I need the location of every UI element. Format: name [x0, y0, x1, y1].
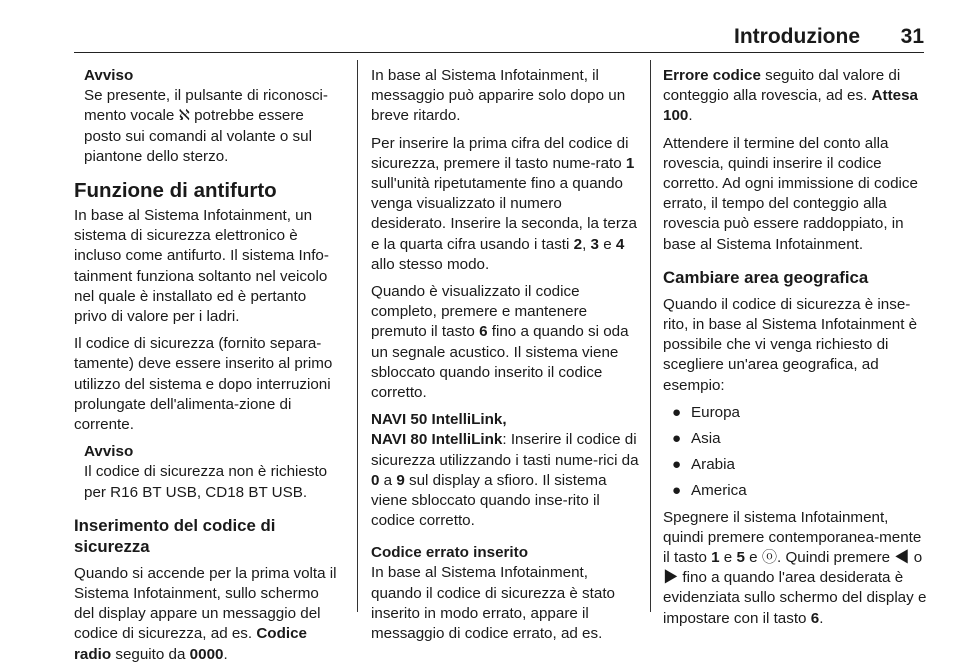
text-part: fino a quando l'area desiderata è evidenziata sullo schermo del display e impostare con il tasto: [663, 569, 927, 627]
page-header: [74, 26, 924, 53]
model-label: NAVI 50 IntelliLink,: [371, 411, 507, 429]
note-text-part: potrebbe essere posto sui comandi al volante o sul piantone dello sterzo.: [84, 107, 312, 165]
text-part: fino a quando si oda un segnale acustico. Il sistema viene sbloccato quando inserito il codice corretto.: [371, 323, 629, 402]
text-part: .: [223, 645, 228, 663]
text-part: sul display a sfioro. Il sistema viene sbloccato quando inse-rito il codice corretto.: [371, 471, 607, 530]
text-part: . Quindi premere: [777, 549, 895, 567]
paragraph: Il codice di sicurezza (fornito separa-tamente) deve essere inserito al primo utilizzo del sistema e dopo interruzioni prolungate dell'alimenta-zione di corrente.: [74, 335, 333, 434]
bullet-icon: ●: [672, 456, 682, 474]
text-part: a: [379, 471, 397, 489]
text-part: : Inserire il codice di sicurezza utilizzando i tasti nume-rici da: [371, 431, 639, 469]
text-part: sull'unità ripetutamente fino a quando venga visualizzato il numero desiderato. Inserire la seconda, la terza e la quarta cifra usando i tasti: [371, 175, 637, 253]
text-part: e: [598, 235, 616, 253]
key-label: 3: [590, 235, 599, 253]
region-label: Europa: [691, 403, 740, 421]
list-item: [663, 403, 928, 423]
bullet-icon: ●: [672, 482, 682, 500]
voice-recognition-icon: ℵ: [178, 107, 190, 125]
arrow-right-icon: ▶: [663, 569, 679, 587]
paragraph: In base al Sistema Infotainment, il messaggio può apparire solo dopo un breve ritardo.: [371, 67, 626, 125]
model-label: NAVI 80 IntelliLink: [371, 431, 503, 449]
text-part: Spegnere il sistema Infotainment, quindi premere contemporanea-mente il tasto: [663, 508, 922, 567]
arrow-left-icon: ◀: [894, 549, 910, 567]
paragraph: In base al Sistema Infotainment, quando il codice di sicurezza è stato inserito in modo errato, appare il messaggio di codice errato, ad es.: [371, 564, 615, 643]
subsection-title-codice-errato: Codice errato inserito: [371, 544, 528, 562]
region-label: America: [691, 482, 747, 500]
note-code-not-required: [84, 442, 342, 503]
note-text: Il codice di sicurezza non è richiesto per R16 BT USB, CD18 BT USB.: [84, 463, 328, 501]
section-title-antifurto: Funzione di antifurto: [74, 179, 277, 203]
note-title: Avviso: [84, 67, 134, 84]
key-label: 1: [711, 549, 720, 567]
text-part: allo stesso modo.: [371, 255, 490, 273]
paragraph: [371, 282, 639, 403]
text-part: e: [744, 549, 762, 567]
paragraph: Quando il codice di sicurezza è inse-rito, in base al Sistema Infotainment è possibile che vi venga richiesto di scegliere un'area geografica, ad esempio:: [663, 295, 918, 394]
text-part: e: [719, 549, 737, 567]
column-divider-1: [357, 60, 358, 612]
note-voice-button: [84, 66, 342, 167]
note-title: Avviso: [84, 443, 134, 461]
region-label: Arabia: [691, 456, 735, 474]
key-label: 9: [396, 471, 405, 489]
paragraph: [371, 410, 639, 531]
list-item: [663, 429, 928, 449]
display-message: Errore codice: [663, 67, 761, 84]
column-3: [663, 66, 928, 636]
key-label: 1: [625, 154, 635, 172]
paragraph: Attendere il termine del conto alla rovescia, quindi inserire il codice corretto. Ad ogni immissione di codice errato, il tempo del conteggio alla rovescia può essere raddoppiato, in base al Sistema Infotainment.: [663, 134, 918, 253]
subsection-title-area: Cambiare area geografica: [663, 267, 869, 287]
note-text: [84, 86, 342, 167]
list-item: [663, 455, 928, 475]
column-2: [371, 66, 639, 651]
key-label: 4: [615, 235, 625, 253]
page-number: 31: [900, 25, 924, 48]
power-icon: ⓞ: [761, 549, 777, 567]
text-part: seguito da: [111, 645, 190, 663]
key-label: 6: [810, 609, 820, 627]
text-part: ,: [582, 235, 591, 253]
subsection-title-inserimento: Inserimento del codice di sicurezza: [74, 515, 276, 556]
chapter-title: Introduzione: [734, 25, 860, 48]
display-message: Codice radio: [74, 625, 307, 663]
bullet-icon: ●: [672, 403, 682, 421]
paragraph: [663, 66, 928, 127]
text-part: .: [819, 609, 824, 627]
display-message: 0000: [189, 645, 224, 663]
column-1: [74, 66, 342, 672]
bullet-icon: ●: [672, 430, 682, 448]
paragraph: [74, 564, 342, 665]
text-part: Per inserire la prima cifra del codice di sicurezza, premere il tasto nume-rato: [371, 134, 629, 172]
display-message: Attesa 100: [663, 87, 918, 125]
text-part: Quando è visualizzato il codice completo, premere e mantenere premuto il tasto: [371, 283, 588, 341]
note-text-part: Se presente, il pulsante di riconosci-mento vocale: [84, 87, 328, 125]
column-divider-2: [650, 60, 651, 612]
text-part: seguito dal valore di conteggio alla rovescia, ad es.: [663, 67, 901, 105]
region-label: Asia: [691, 430, 721, 448]
paragraph: [371, 134, 639, 275]
text-part: Quando si accende per la prima volta il Sistema Infotainment, sullo schermo del display appare un messaggio del codice di sicurezza, ad es.: [74, 564, 337, 643]
key-label: 2: [573, 235, 583, 253]
key-label: 5: [736, 549, 745, 567]
paragraph: In base al Sistema Infotainment, un sistema di sicurezza elettronico è incluso come antifurto. Il sistema Info-tainment funziona soltanto nel veicolo nel quale è installato ed è pertanto privo di valore per i ladri.: [74, 207, 329, 326]
key-label: 0: [371, 471, 380, 489]
text-part: o: [909, 549, 923, 567]
region-list: [663, 403, 928, 502]
paragraph: [663, 508, 928, 629]
list-item: [663, 481, 928, 501]
text-part: .: [688, 107, 693, 125]
key-label: 6: [479, 323, 488, 341]
